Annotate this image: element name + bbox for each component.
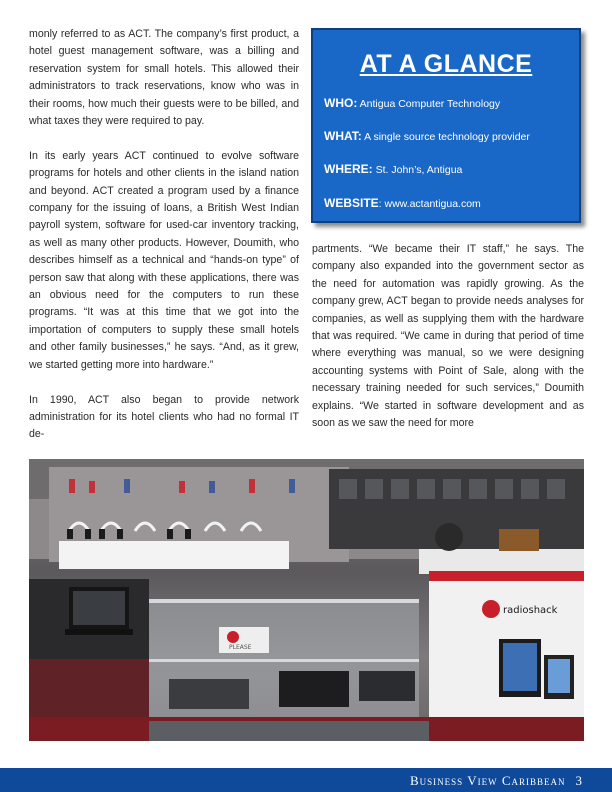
article-paragraph: partments. “We became their IT staff,” he says. The company also expanded into the government sector as the need for automation was rapidly growing. As the company grew, ACT began to provide needs analyses for companies, as well as supplying them with the hardware that was required. “We came in during that period of time where everything was manual, so we were designing accounting systems with Point of Sale, along with the necessary training needed for such services,” Doumith explains. “We started in software development and as soon as we saw the need for more bbox=[312, 243, 584, 430]
footer-text bbox=[410, 773, 583, 789]
store-photo-illustration bbox=[29, 459, 584, 741]
page-number: 3 bbox=[575, 773, 583, 788]
glance-where bbox=[324, 162, 462, 176]
glance-title: AT A GLANCE bbox=[359, 50, 533, 78]
glance-website bbox=[324, 196, 481, 210]
glance-website-label: WEBSITE bbox=[324, 196, 379, 210]
glance-website-link[interactable]: : www.actantigua.com bbox=[378, 198, 481, 210]
glance-who bbox=[324, 96, 500, 110]
radioshack-sign: radioshack bbox=[503, 605, 558, 616]
footer-bar bbox=[0, 768, 612, 792]
article-column-left bbox=[29, 26, 299, 444]
article-paragraph: In its early years ACT continued to evolve software programs for hotels and other clients in the island nation and beyond. ACT created a program used by a finance company for the issuing of loans, a British West Indian payroll system, software for used-car inventory tracking, as well as many other products. However, Doumith, who describes himself as a technical and “hands-on type” of person saw that along with these applications, there was an obvious need for the computers to run these programs. “It was at this time that we got into the importation of computers to supply these small hotels and other family businesses,” he says. “And, as it grew, we started getting more into hardware.” bbox=[29, 149, 299, 371]
glance-what bbox=[324, 129, 530, 143]
glance-who-value: Antigua Computer Technology bbox=[359, 98, 501, 110]
glance-where-label: WHERE: bbox=[324, 162, 373, 176]
glance-what-value: A single source technology provider bbox=[364, 131, 530, 143]
glance-what-label: WHAT: bbox=[324, 129, 362, 143]
publication-name: Business View Caribbean bbox=[410, 773, 566, 788]
store-photo bbox=[29, 459, 584, 741]
counter-sign: PLEASE bbox=[229, 644, 252, 651]
article-column-right bbox=[312, 241, 584, 432]
glance-where-value: St. John’s, Antigua bbox=[375, 164, 463, 176]
article-paragraph: In 1990, ACT also began to provide network administration for its hotel clients who had no formal IT de- bbox=[29, 393, 299, 441]
article-paragraph: monly referred to as ACT. The company’s first product, a hotel guest management software, was a billing and reservation system for small hotels. This allowed their administrators to track reservations, know who was in their rooms, how much their guests were to be billed, and what taxes they were required to pay. bbox=[29, 28, 299, 128]
glance-who-label: WHO: bbox=[324, 96, 358, 110]
at-a-glance-box bbox=[311, 28, 581, 223]
